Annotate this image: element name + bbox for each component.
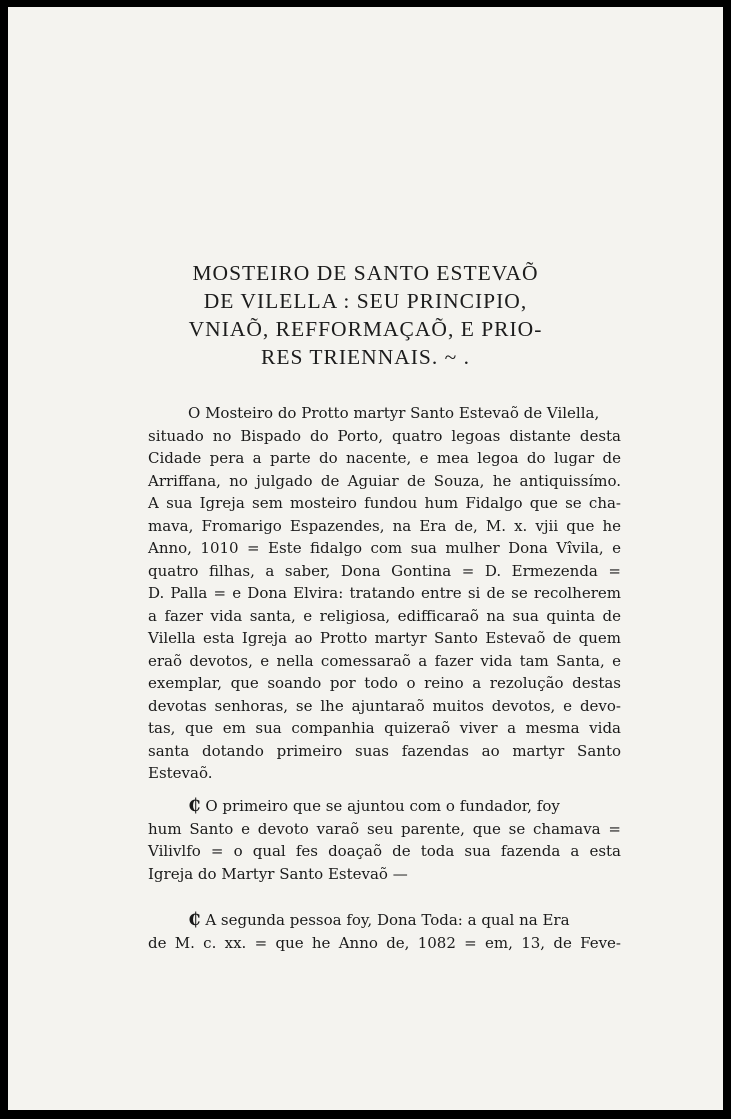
- title-line: DE VILELLA : SEU PRINCIPIO,: [203, 289, 528, 313]
- text-line: Vilivlfo = o qual fes doaçaõ de toda sua fazenda a esta: [148, 842, 621, 860]
- text-line: A sua Igreja sem mosteiro fundou hum Fidalgo que se cha-: [148, 494, 621, 512]
- paragraph-mark-icon: ₵: [188, 909, 201, 930]
- text-line: devotas senhoras, se lhe ajuntaraõ muitos devotos, e devo-: [148, 696, 621, 715]
- text-line: D. Palla = e Dona Elvira: tratando entre si de se recolherem: [148, 584, 621, 602]
- text-line: [148, 909, 621, 932]
- text-line: eraõ devotos, e nella comessaraõ a fazer vida tam Santa, e: [148, 651, 621, 670]
- text-line: de M. c. xx. = que he Anno de, 1082 = em, 13, de Feve-: [148, 933, 621, 952]
- paragraph-founding: [148, 402, 621, 785]
- text-line: O Mosteiro do Protto martyr Santo Estevaõ de Vilella,: [188, 404, 600, 422]
- title-line: RES TRIENNAIS. ~ .: [260, 345, 470, 369]
- text-line: a fazer vida santa, e religiosa, edifficaraõ na sua quinta de: [148, 606, 621, 625]
- text-line: hum Santo e devoto varaõ seu parente, que se chamava =: [148, 819, 621, 838]
- paragraph-first-member: [148, 795, 621, 885]
- text-line: Estevaõ.: [148, 764, 213, 782]
- text-line: tas, que em sua companhia quizeraõ viver a mesma vida: [148, 719, 621, 737]
- text-line: quatro filhas, a saber, Dona Gontina = D. Ermezenda =: [148, 561, 621, 580]
- text-line-content: A segunda pessoa foy, Dona Toda: a qual na Era: [205, 911, 570, 929]
- text-line: [148, 795, 621, 818]
- text-line: Igreja do Martyr Santo Estevaõ —: [148, 864, 408, 883]
- title-line: MOSTEIRO DE SANTO ESTEVAÕ: [192, 261, 539, 285]
- text-line: santa dotando primeiro suas fazendas ao martyr Santo: [148, 741, 621, 760]
- text-line: exemplar, que soando por todo o reino a rezolução destas: [148, 674, 621, 692]
- title-line: VNIAÕ, REFFORMAÇAÕ, E PRIO-: [188, 317, 543, 341]
- page-title: [8, 259, 723, 371]
- text-line: Anno, 1010 = Este fidalgo com sua mulher Dona Vîvila, e: [148, 539, 621, 557]
- text-line: mava, Fromarigo Espazendes, na Era de, M. x. vjii que he: [148, 516, 621, 535]
- paragraph-mark-icon: ₵: [188, 795, 201, 816]
- text-line: situado no Bispado do Porto, quatro legoas distante desta: [148, 426, 621, 445]
- text-line: Cidade pera a parte do nacente, e mea legoa do lugar de: [148, 449, 621, 467]
- text-line: Vilella esta Igreja ao Protto martyr Santo Estevaõ de quem: [148, 629, 621, 647]
- text-line: Arriffana, no julgado de Aguiar de Souza, he antiquissímo.: [148, 471, 621, 490]
- paragraph-second-member: [148, 909, 621, 954]
- text-line-content: O primeiro que se ajuntou com o fundador, foy: [205, 797, 560, 815]
- document-page: [8, 7, 723, 1110]
